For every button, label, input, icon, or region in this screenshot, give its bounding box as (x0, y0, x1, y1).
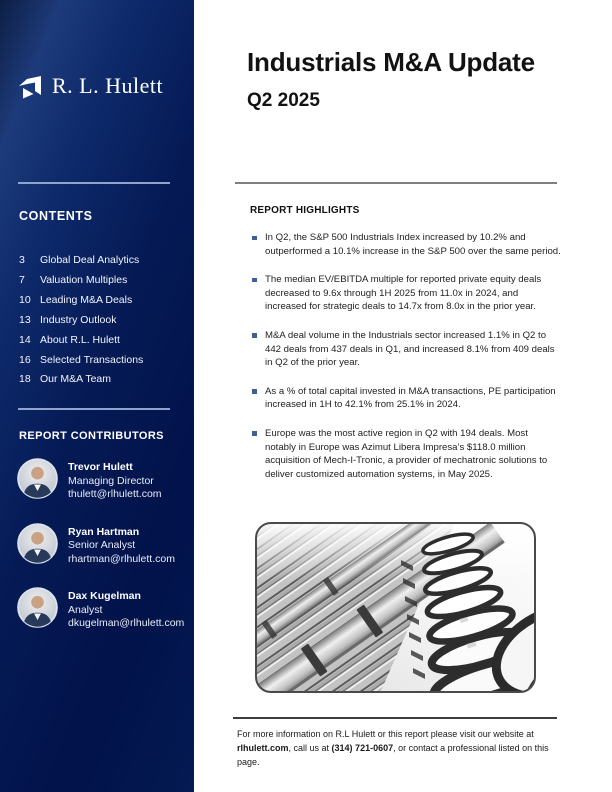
toc-label: Valuation Multiples (40, 273, 128, 286)
contributor-info (68, 587, 184, 631)
highlight-bullet: Europe was the most active region in Q2 with 194 deals. Most notably in Europe was Azimut Libera Impresa’s $118.0 million acquisition of Mech-I-Tronic, a provider of mechatronic solutions to deliver customized automation systems, in May 2025. (251, 427, 561, 481)
footer-divider (233, 717, 557, 719)
footer-text-pre: For more information on R.L Hulett or this report please visit our website at (237, 729, 534, 739)
toc-item[interactable] (19, 251, 187, 271)
toc-item[interactable] (19, 370, 187, 390)
contributor-name: Trevor Hulett (68, 461, 133, 473)
toc-item[interactable] (19, 351, 187, 371)
highlight-bullet: As a % of total capital invested in M&A transactions, PE participation increased in 1H to 42.1% from 25.1% in 2024. (251, 385, 561, 412)
toc-page-number: 7 (19, 273, 25, 286)
highlights-list (251, 231, 561, 496)
contributor-email[interactable]: rhartman@rlhulett.com (68, 552, 175, 565)
contributor-name: Ryan Hartman (68, 525, 140, 538)
toc-item[interactable] (19, 291, 187, 311)
contributors-list (17, 458, 189, 652)
toc-item[interactable] (19, 331, 187, 351)
toc-label: Selected Transactions (40, 353, 144, 366)
logo-mark-icon (17, 72, 43, 100)
sidebar-divider (18, 408, 170, 410)
contributor-info (68, 523, 175, 567)
contributors-heading: REPORT CONTRIBUTORS (19, 430, 164, 442)
contributor-email[interactable]: thulett@rlhulett.com (68, 488, 162, 500)
contributor-avatar (17, 587, 58, 628)
toc-label: Industry Outlook (40, 313, 117, 326)
footer-text-mid: , call us at (288, 743, 332, 753)
toc-label: Our M&A Team (40, 373, 111, 386)
contributor-role: Analyst (68, 603, 103, 616)
industrial-pipes-image (255, 522, 536, 693)
sidebar-divider (18, 182, 170, 184)
toc-label: About R.L. Hulett (40, 333, 120, 346)
toc-list (19, 251, 187, 390)
toc-item[interactable] (19, 271, 187, 291)
toc-page-number: 10 (19, 293, 31, 306)
contributor-role: Managing Director (68, 474, 154, 487)
contributor-row (17, 587, 189, 631)
page-subtitle: Q2 2025 (247, 90, 320, 111)
toc-label: Leading M&A Deals (40, 293, 133, 306)
sidebar (0, 0, 194, 792)
footer-text-post: , or contact a professional listed on this page. (237, 743, 549, 767)
contributor-email[interactable]: dkugelman@rlhulett.com (68, 617, 185, 629)
highlights-heading: REPORT HIGHLIGHTS (250, 205, 360, 216)
toc-item[interactable] (19, 311, 187, 331)
footer-note (237, 727, 567, 769)
toc-page-number: 3 (19, 254, 25, 266)
contributor-avatar (17, 458, 58, 499)
toc-page-number: 18 (19, 373, 31, 386)
contributor-row (17, 523, 189, 567)
highlight-bullet: The median EV/EBITDA multiple for reported private equity deals decreased to 9.6x through 1H 2025 from 11.0x in 2024, and increased for strategic deals to 14.7x from 8.0x in the prior year. (251, 273, 561, 314)
contributor-avatar (17, 523, 58, 564)
contributor-row (17, 458, 189, 502)
page-title: Industrials M&A Update (247, 47, 535, 77)
footer-phone: (314) 721-0607 (331, 743, 394, 753)
toc-page-number: 13 (19, 313, 31, 326)
contributor-info (68, 458, 162, 502)
contributor-name: Dax Kugelman (68, 590, 141, 602)
footer-website-link[interactable]: rlhulett.com (237, 743, 289, 753)
contributor-role: Senior Analyst (68, 539, 136, 551)
brand-name: R. L. Hulett (52, 73, 164, 98)
toc-page-number: 14 (19, 333, 31, 346)
industrial-photo (255, 522, 536, 693)
highlight-bullet: M&A deal volume in the Industrials sector increased 1.1% in Q2 to 442 deals from 437 deals in Q1, and increased 8.1% from 409 deals in Q2 of the prior year. (251, 329, 561, 370)
toc-label: Global Deal Analytics (40, 254, 140, 266)
contents-heading: CONTENTS (19, 209, 93, 223)
toc-page-number: 16 (19, 353, 31, 366)
title-divider (235, 182, 557, 184)
brand-logo (17, 72, 163, 100)
highlight-bullet: In Q2, the S&P 500 Industrials Index increased by 10.2% and outperformed a 10.1% increase in the S&P 500 over the same period. (251, 231, 561, 258)
